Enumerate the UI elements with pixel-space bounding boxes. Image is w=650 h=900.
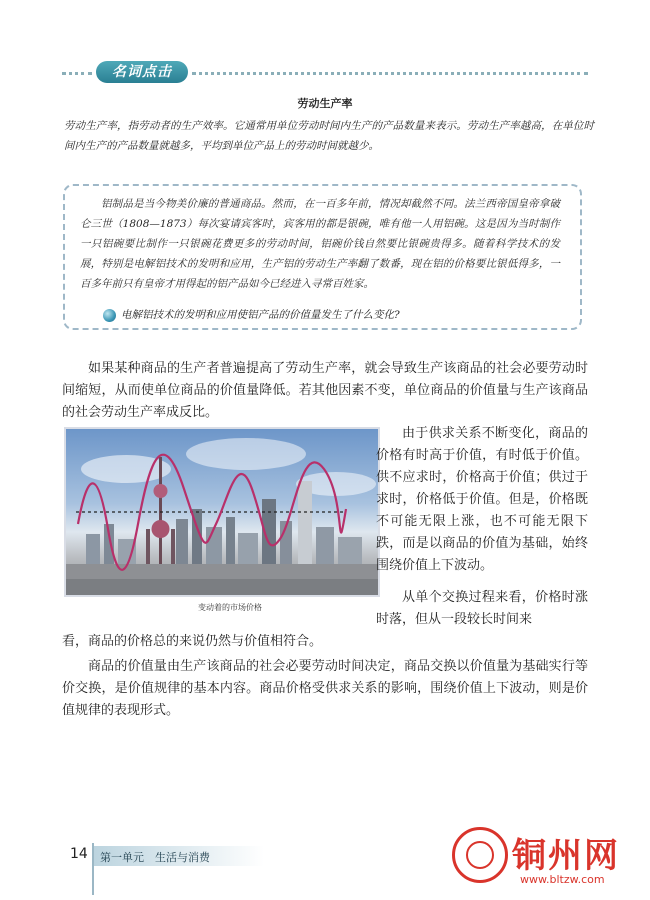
case-box-text: 铝制品是当今物美价廉的普通商品。然而，在一百多年前，情况却截然不同。法兰西帝国皇帝拿破仑三世（1808—1873）每次宴请宾客时，宾客用的都是银碗，唯有他一人用铝碗。这是因为当时制作一只铝碗要比制作一只银碗花费更多的劳动时间，铝碗价钱自然要比银碗贵得多。随着科学技术的发展，特别是电解铝技术的发明和应用，生产铝的劳动生产率翻了数番，现在铝的价格要比银低得多，一百多年前只有皇帝才用得起的铝产品如今已经进入寻常百姓家。	[80, 198, 560, 290]
term-title: 劳动生产率	[297, 97, 353, 110]
term-label-badge: 名词点击	[96, 61, 188, 83]
body-paragraph-1: 如果某种商品的生产者普遍提高了劳动生产率，就会导致生产该商品的社会必要劳动时间缩短，从而使单位商品的价值量降低。若其他因素不变，单位商品的价值量与生产该商品的社会劳动生产率成反比。	[62, 361, 588, 420]
term-definition: 劳动生产率，指劳动者的生产效率。它通常用单位劳动时间内生产的产品数量来表示。劳动生产率越高，在单位时间内生产的产品数量就越多，平均到单位产品上的劳动时间就越少。	[64, 120, 594, 152]
body-paragraph-2-continued: 看，商品的价格总的来说仍然与价值相符合。	[62, 634, 323, 649]
watermark-name: 铜州网	[512, 836, 620, 876]
case-question: 电解铝技术的发明和应用使铝产品的价值量发生了什么变化?	[121, 309, 400, 321]
term-header-dots-left	[62, 72, 92, 75]
term-header-dots-right	[192, 72, 588, 75]
globe-icon	[103, 309, 116, 322]
page-number: 14	[70, 846, 88, 862]
figure-caption: 变动着的市场价格	[198, 603, 262, 612]
side-paragraph-2: 从单个交换过程来看，价格时涨时落，但从一段较长时间来	[376, 590, 588, 627]
unit-label: 第一单元 生活与消费	[100, 851, 210, 864]
side-paragraph-1: 由于供求关系不断变化，商品的价格有时高于价值，有时低于价值。供不应求时，价格高于价值；供过于求时，价格低于价值。但是，价格既不可能无限上涨，也不可能无限下跌，而是以商品的价值为基础，始终围绕价值上下波动。	[376, 426, 588, 573]
city-skyline-illustration	[66, 429, 380, 597]
market-price-figure	[64, 427, 380, 597]
watermark-seal-inner	[466, 841, 494, 869]
body-paragraph-3: 商品的价值量由生产该商品的社会必要劳动时间决定，商品交换以价值量为基础实行等价交换，是价值规律的基本内容。商品价格受供求关系的影响，围绕价值上下波动，则是价值规律的表现形式。	[62, 659, 588, 718]
watermark-url: www.bltzw.com	[520, 873, 605, 886]
